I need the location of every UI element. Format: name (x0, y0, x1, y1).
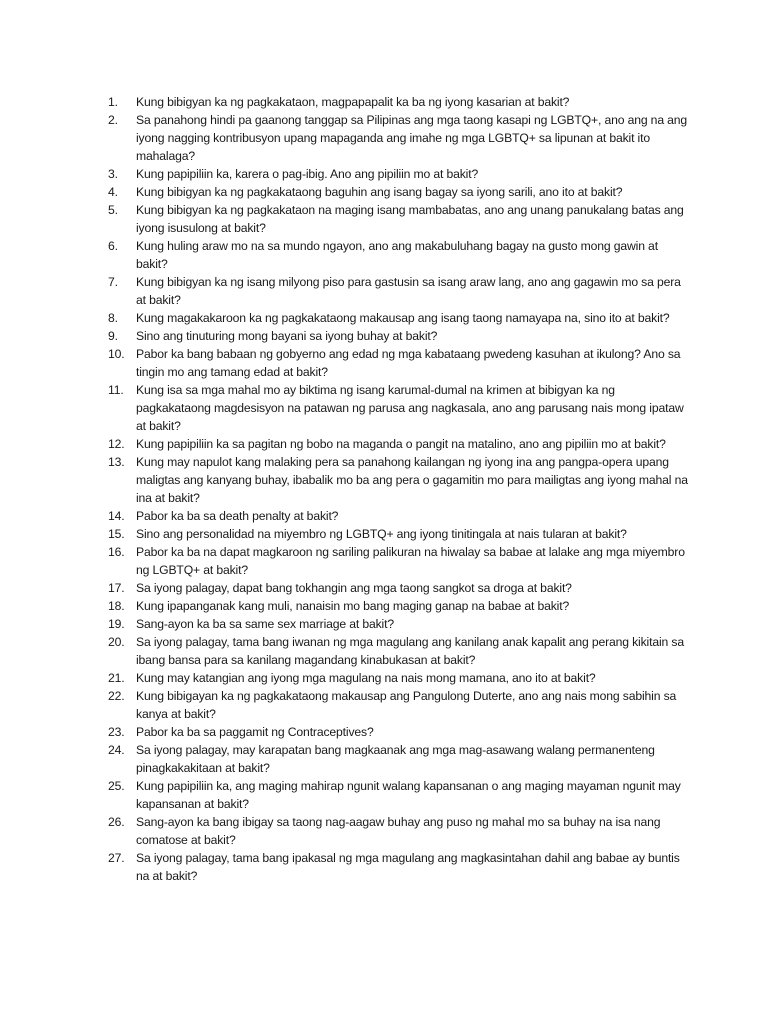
question-item (108, 453, 688, 507)
question-number: 22. (108, 689, 125, 703)
question-text: Kung papipiliin ka, karera o pag-ibig. Ano ang pipiliin mo at bakit? (136, 167, 479, 181)
question-item (108, 615, 688, 633)
question-text: Kung may napulot kang malaking pera sa panahong kailangan ng iyong ina ang pangpa-opera upang maligtas ang kanyang buhay, ibabalik mo ba ang pera o gagamitin mo para mailigtas ang iyong mahal na ina at bakit? (136, 455, 688, 505)
question-text: Kung bibigyan ka ng pagkakataon, magpapapalit ka ba ng iyong kasarian at bakit? (136, 95, 570, 109)
question-number: 23. (108, 725, 125, 739)
question-item (108, 309, 688, 327)
question-item (108, 345, 688, 381)
question-item (108, 849, 688, 885)
question-text: Sa iyong palagay, dapat bang tokhangin ang mga taong sangkot sa droga at bakit? (136, 581, 572, 595)
question-text: Sang-ayon ka bang ibigay sa taong nag-aagaw buhay ang puso ng mahal mo sa buhay na isa nang comatose at bakit? (136, 815, 661, 847)
question-item (108, 381, 688, 435)
question-number: 14. (108, 509, 125, 523)
question-number: 13. (108, 455, 125, 469)
question-number: 12. (108, 437, 125, 451)
question-text: Kung papipiliin ka, ang maging mahirap ngunit walang kapansanan o ang maging mayaman ngunit may kapansanan at bakit? (136, 779, 681, 811)
question-item (108, 273, 688, 309)
question-number: 8. (108, 311, 118, 325)
question-item (108, 597, 688, 615)
question-number: 16. (108, 545, 125, 559)
question-text: Kung ipapanganak kang muli, nanaisin mo bang maging ganap na babae at bakit? (136, 599, 570, 613)
question-number: 25. (108, 779, 125, 793)
question-item (108, 669, 688, 687)
question-number: 3. (108, 167, 118, 181)
question-number: 17. (108, 581, 125, 595)
question-text: Kung papipiliin ka sa pagitan ng bobo na maganda o pangit na matalino, ano ang pipiliin mo at bakit? (136, 437, 666, 451)
question-text: Pabor ka ba sa death penalty at bakit? (136, 509, 339, 523)
question-item (108, 543, 688, 579)
question-text: Pabor ka ba sa paggamit ng Contraceptives? (136, 725, 374, 739)
question-number: 2. (108, 113, 118, 127)
question-item (108, 435, 688, 453)
question-text: Sa iyong palagay, may karapatan bang magkaanak ang mga mag-asawang walang permanenteng pinagkakakitaan at bakit? (136, 743, 655, 775)
question-number: 9. (108, 329, 118, 343)
question-number: 10. (108, 347, 125, 361)
question-number: 7. (108, 275, 118, 289)
question-text: Kung isa sa mga mahal mo ay biktima ng isang karumal-dumal na krimen at bibigyan ka ng pagkakataong magdesisyon na patawan ng parusa ang nagkasala, ano ang parusang nais mong ipataw at bakit? (136, 383, 684, 433)
question-number: 21. (108, 671, 125, 685)
question-text: Sino ang personalidad na miyembro ng LGBTQ+ ang iyong tinitingala at nais tularan at bakit? (136, 527, 627, 541)
question-item (108, 507, 688, 525)
question-text: Sa iyong palagay, tama bang iwanan ng mga magulang ang kanilang anak kapalit ang perang kikitain sa ibang bansa para sa kanilang magandang kinabukasan at bakit? (136, 635, 684, 667)
question-item (108, 201, 688, 237)
question-number: 11. (108, 383, 124, 397)
question-item (108, 237, 688, 273)
question-item (108, 579, 688, 597)
question-item (108, 525, 688, 543)
question-text: Kung bibigyan ka ng pagkakataon na maging isang mambabatas, ano ang unang panukalang batas ang iyong isusulong at bakit? (136, 203, 684, 235)
question-number: 19. (108, 617, 125, 631)
question-item (108, 741, 688, 777)
question-number: 5. (108, 203, 118, 217)
question-item (108, 777, 688, 813)
question-item (108, 327, 688, 345)
question-item (108, 633, 688, 669)
question-text: Kung bibigayan ka ng pagkakataong makausap ang Pangulong Duterte, ano ang nais mong sabihin sa kanya at bakit? (136, 689, 677, 721)
question-list (108, 93, 688, 885)
question-number: 26. (108, 815, 125, 829)
question-item (108, 723, 688, 741)
question-text: Sa panahong hindi pa gaanong tanggap sa Pilipinas ang mga taong kasapi ng LGBTQ+, ano ang na ang iyong nagging kontribusyon upang mapaganda ang imahe ng mga LGBTQ+ sa lipunan at bakit ito mahalaga? (136, 113, 688, 163)
question-item (108, 111, 688, 165)
question-text: Kung bibigyan ka ng pagkakataong baguhin ang isang bagay sa iyong sarili, ano ito at bakit? (136, 185, 623, 199)
question-number: 6. (108, 239, 118, 253)
question-number: 27. (108, 851, 125, 865)
question-text: Kung may katangian ang iyong mga magulang na nais mong mamana, ano ito at bakit? (136, 671, 596, 685)
question-text: Sa iyong palagay, tama bang ipakasal ng mga magulang ang magkasintahan dahil ang babae ay buntis na at bakit? (136, 851, 680, 883)
question-number: 24. (108, 743, 125, 757)
question-text: Kung magakakaroon ka ng pagkakataong makausap ang isang taong namayapa na, sino ito at bakit? (136, 311, 670, 325)
question-text: Pabor ka ba na dapat magkaroon ng sariling palikuran na hiwalay sa babae at lalake ang mga miyembro ng LGBTQ+ at bakit? (136, 545, 685, 577)
question-number: 1. (108, 95, 118, 109)
question-item (108, 813, 688, 849)
question-number: 20. (108, 635, 125, 649)
question-text: Kung bibigyan ka ng isang milyong piso para gastusin sa isang araw lang, ano ang gagawin mo sa pera at bakit? (136, 275, 681, 307)
question-text: Pabor ka bang babaan ng gobyerno ang edad ng mga kabataang pwedeng kasuhan at ikulong? Ano sa tingin mo ang tamang edad at bakit? (136, 347, 681, 379)
question-item (108, 687, 688, 723)
question-item (108, 93, 688, 111)
question-text: Sino ang tinuturing mong bayani sa iyong buhay at bakit? (136, 329, 438, 343)
question-number: 15. (108, 527, 125, 541)
question-text: Sang-ayon ka ba sa same sex marriage at bakit? (136, 617, 394, 631)
question-item (108, 183, 688, 201)
question-item (108, 165, 688, 183)
question-number: 18. (108, 599, 125, 613)
question-number: 4. (108, 185, 118, 199)
question-text: Kung huling araw mo na sa mundo ngayon, ano ang makabuluhang bagay na gusto mong gawin at bakit? (136, 239, 658, 271)
